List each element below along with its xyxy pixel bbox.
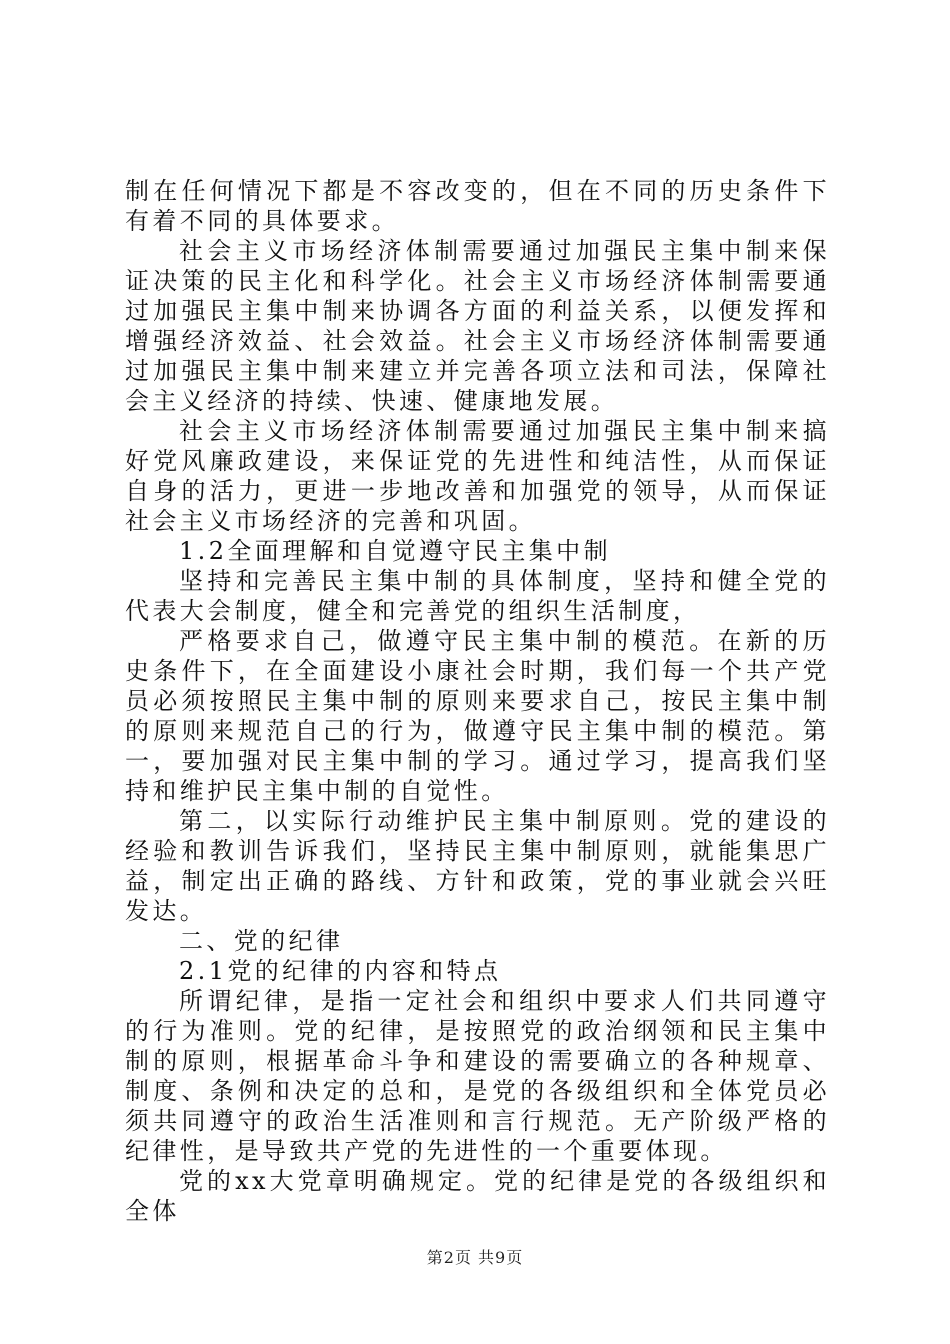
section-heading: 2.1党的纪律的内容和特点	[179, 957, 502, 985]
paragraph: 严格要求自己，做遵守民主集中制的模范。在新的历史条件下，在全面建设小康社会时期，我们每一个共产党员必须按照民主集中制的原则来要求自己，按民主集中制的原则来规范自己的行为，做遵守民主集中制的模范。第一，要加强对民主集中制的学习。通过学习，提高我们坚持和维护民主集中制的自觉性。	[125, 627, 830, 805]
paragraph: 坚持和完善民主集中制的具体制度，坚持和健全党的代表大会制度，健全和完善党的组织生活制度，	[125, 567, 830, 625]
paragraph-continuation: 制在任何情况下都是不容改变的，但在不同的历史条件下有着不同的具体要求。	[125, 177, 830, 235]
chapter-heading: 二、党的纪律	[179, 927, 344, 955]
section-heading: 1.2全面理解和自觉遵守民主集中制	[179, 537, 611, 565]
paragraph: 所谓纪律，是指一定社会和组织中要求人们共同遵守的行为准则。党的纪律，是按照党的政治纲领和民主集中制的原则，根据革命斗争和建设的需要确立的各种规章、制度、条例和决定的总和，是党的各级组织和全体党员必须共同遵守的政治生活准则和言行规范。无产阶级严格的纪律性，是导致共产党的先进性的一个重要体现。	[125, 987, 830, 1165]
paragraph: 党的xx大党章明确规定。党的纪律是党的各级组织和全体	[125, 1167, 830, 1225]
paragraph: 社会主义市场经济体制需要通过加强民主集中制来搞好党风廉政建设，来保证党的先进性和纯洁性，从而保证自身的活力，更进一步地改善和加强党的领导，从而保证社会主义市场经济的完善和巩固。	[125, 417, 830, 535]
page-footer: 第2页 共9页	[426, 1248, 524, 1267]
paragraph: 第二，以实际行动维护民主集中制原则。党的建设的经验和教训告诉我们，坚持民主集中制原则，就能集思广益，制定出正确的路线、方针和政策，党的事业就会兴旺发达。	[125, 807, 830, 925]
document-body	[125, 176, 830, 1226]
paragraph: 社会主义市场经济体制需要通过加强民主集中制来保证决策的民主化和科学化。社会主义市场经济体制需要通过加强民主集中制来协调各方面的利益关系，以便发挥和增强经济效益、社会效益。社会主义市场经济体制需要通过加强民主集中制来建立并完善各项立法和司法，保障社会主义经济的持续、快速、健康地发展。	[125, 237, 830, 415]
